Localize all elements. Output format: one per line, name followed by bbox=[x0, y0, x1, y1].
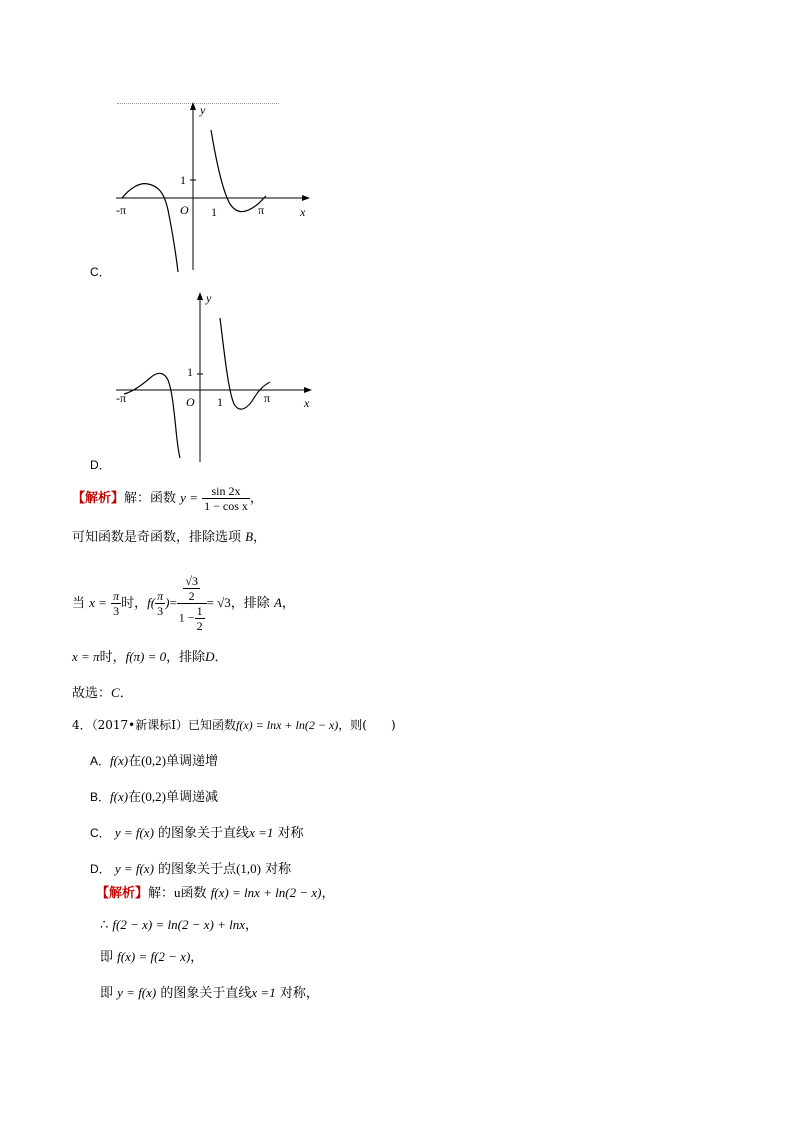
q4-option-d[interactable] bbox=[90, 860, 291, 879]
graph-d-x-arrow bbox=[304, 387, 312, 393]
sol3-line3-res: = √3 bbox=[206, 595, 231, 610]
sol3-line3-pi-frac bbox=[111, 589, 121, 618]
sol3-tail: ， bbox=[249, 491, 263, 506]
sol4-l1-a: 解： bbox=[148, 886, 175, 901]
sol3-line3-inner-num bbox=[183, 574, 200, 603]
option-c-label: C． bbox=[90, 265, 111, 279]
sol4-l3-end: ， bbox=[190, 950, 204, 965]
sol3-line3-big-num bbox=[177, 574, 207, 604]
sol4-l4-a: 即 bbox=[100, 986, 114, 1001]
graph-d-label-x: x bbox=[304, 396, 310, 410]
graph-d-label-one-x: 1 bbox=[217, 395, 223, 409]
graph-d-label-one-y: 1 bbox=[187, 365, 193, 379]
q4-b-label: B． bbox=[90, 790, 111, 804]
graph-d-svg bbox=[110, 290, 320, 465]
sol3-line5: 故选： bbox=[72, 686, 112, 701]
sol3-line4-shi: 时， bbox=[99, 650, 126, 665]
sol3-line3-pi-2: π bbox=[157, 589, 164, 603]
q4-c-text: 的图象关于直线 bbox=[158, 826, 250, 841]
q4-a-text: 单调递增 bbox=[166, 754, 219, 769]
q4-d-f: y = f(x) bbox=[114, 861, 154, 876]
sol3-line3-half-d: 2 bbox=[196, 619, 203, 633]
graph-c-svg bbox=[110, 100, 320, 275]
sol3-tag: 【解析】 bbox=[72, 491, 125, 506]
q4-option-b[interactable] bbox=[90, 788, 218, 807]
sol3-line3-big-den bbox=[177, 604, 207, 633]
sol4-l1-end: ， bbox=[321, 886, 335, 901]
sol3-line4-f: f(π) = 0 bbox=[125, 649, 167, 664]
sol4-l2-f: f(2 − x) = ln(2 − x) + lnx bbox=[112, 917, 245, 932]
sol3-line4-end2: ． bbox=[214, 650, 228, 665]
q4-a-mid: 在 bbox=[128, 754, 142, 769]
q4-a-label: A． bbox=[90, 754, 111, 768]
sol3-intro: 解：函数 bbox=[124, 491, 177, 506]
sol4-l1-f: f(x) = lnx + ln(2 − x) bbox=[210, 885, 322, 900]
graph-c-label-one-y: 1 bbox=[180, 173, 186, 187]
graph-d-label-origin: O bbox=[186, 395, 195, 409]
sol4-line-1 bbox=[96, 884, 334, 903]
q4-d-end: 对称 bbox=[265, 862, 292, 877]
q4-option-c[interactable] bbox=[90, 824, 304, 843]
graph-c-curve-right bbox=[211, 130, 266, 212]
sol3-line3-1m: 1 − bbox=[178, 610, 195, 625]
sol3-line3-half bbox=[195, 604, 205, 633]
sol3-line3-sqrt3: √3 bbox=[185, 574, 198, 588]
sol3-line3-a: 当 bbox=[72, 596, 86, 611]
option-d-label: D． bbox=[90, 458, 111, 472]
sol3-line2-text: 可知函数是奇函数，排除选项 bbox=[72, 530, 242, 545]
graph-option-c bbox=[110, 100, 320, 275]
sol3-line4-D: D bbox=[205, 649, 215, 664]
q4-stem bbox=[72, 716, 396, 734]
q4-c-line: x =1 bbox=[249, 825, 274, 840]
sol4-tag: 【解析】 bbox=[96, 886, 149, 901]
graph-c-label-x: x bbox=[300, 205, 306, 219]
q4-b-int: (0,2) bbox=[141, 789, 166, 804]
sol3-line3-two: 2 bbox=[188, 589, 195, 603]
sol3-line3-eq: = bbox=[169, 595, 177, 610]
sol3-line3-end: ，排除 bbox=[230, 596, 270, 611]
q4-d-pt: (1,0) bbox=[236, 861, 261, 876]
q4-b-f: f(x) bbox=[110, 789, 129, 804]
q4-stem-f: f(x) = lnx + ln(2 − x) bbox=[236, 718, 339, 732]
sol4-line-4 bbox=[100, 984, 319, 1003]
sol3-line3-A: A bbox=[273, 595, 282, 610]
graph-c-x-arrow bbox=[302, 195, 310, 201]
sol3-line3-f-close: ) bbox=[165, 595, 170, 610]
sol3-line3-x: x = bbox=[89, 595, 107, 610]
sol4-line-3 bbox=[100, 948, 203, 967]
graph-d-y-arrow bbox=[197, 292, 203, 300]
sol4-l4-b: 的图象关于直线 bbox=[160, 986, 252, 1001]
graph-d-curve-left bbox=[124, 373, 180, 458]
graph-c-label-origin: O bbox=[180, 203, 189, 217]
graph-c-label-y: y bbox=[200, 103, 206, 117]
graph-c-label-one-x: 1 bbox=[211, 205, 217, 219]
q4-a-int: (0,2) bbox=[141, 753, 166, 768]
sol3-line5-end: ． bbox=[119, 686, 133, 701]
graph-option-d bbox=[110, 290, 320, 465]
sol3-fraction bbox=[202, 484, 250, 513]
sol4-l4-x: x =1 bbox=[251, 985, 276, 1000]
graph-c-curve-left bbox=[122, 184, 178, 272]
q4-d-text: 的图象关于点 bbox=[158, 862, 237, 877]
sol3-line-3 bbox=[72, 574, 295, 633]
sol3-line3-shi: 时， bbox=[121, 596, 148, 611]
q4-b-text: 单调递减 bbox=[166, 790, 219, 805]
q4-stem-a: 4．（2017•新课标Ⅰ）已知函数 bbox=[72, 718, 236, 732]
q4-d-label: D． bbox=[90, 862, 111, 876]
sol3-line3-three: 3 bbox=[113, 604, 120, 618]
q4-b-mid: 在 bbox=[128, 790, 142, 805]
q4-c-label: C． bbox=[90, 826, 111, 840]
q4-c-end: 对称 bbox=[277, 826, 304, 841]
sol4-l1-u: u bbox=[174, 885, 181, 900]
graph-d-label-neg-pi: -π bbox=[116, 391, 127, 405]
graph-c-y-arrow bbox=[190, 102, 196, 110]
sol3-line4-end: ，排除 bbox=[166, 650, 206, 665]
sol3-line2-end: ， bbox=[253, 530, 267, 545]
sol3-line3-half-n: 1 bbox=[196, 604, 203, 618]
sol3-line2-b: B bbox=[245, 529, 254, 544]
graph-d-curve-right bbox=[220, 318, 270, 409]
graph-c-label-pi: π bbox=[258, 203, 265, 217]
graph-c-label-neg-pi: -π bbox=[116, 203, 127, 217]
sol3-line5-C: C bbox=[111, 685, 120, 700]
sol3-line3-end2: ， bbox=[281, 596, 295, 611]
sol3-line3-big-frac bbox=[177, 574, 207, 633]
sol4-l2-end: ， bbox=[244, 918, 258, 933]
sol3-line-2 bbox=[72, 528, 266, 547]
q4-stem-b: ，则( ) bbox=[338, 718, 396, 732]
sol4-l4-f: y = f(x) bbox=[117, 985, 157, 1000]
sol3-line-5 bbox=[72, 684, 133, 703]
sol4-l4-end: 对称， bbox=[279, 986, 319, 1001]
sol4-line-2 bbox=[100, 916, 258, 935]
sol3-line4-x: x = π bbox=[72, 649, 100, 664]
sol3-line-4 bbox=[72, 648, 228, 667]
graph-d-label-y: y bbox=[206, 291, 212, 305]
sol3-y-eq: y = bbox=[180, 490, 198, 505]
sol4-l1-b: 函数 bbox=[180, 886, 207, 901]
sol3-frac-num: sin 2x bbox=[202, 484, 250, 499]
q4-a-f: f(x) bbox=[110, 753, 129, 768]
sol3-line3-pi-frac-2 bbox=[155, 589, 165, 618]
sol3-frac-den: 1 − cos x bbox=[204, 499, 248, 513]
sol3-line-1 bbox=[72, 484, 263, 513]
sol4-l3-f: f(x) = f(2 − x) bbox=[117, 949, 191, 964]
q4-c-f: y = f(x) bbox=[114, 825, 154, 840]
sol3-line3-f: f( bbox=[147, 595, 156, 610]
graph-d-label-pi: π bbox=[264, 391, 271, 405]
sol4-l3-a: 即 bbox=[100, 950, 114, 965]
q4-option-a[interactable] bbox=[90, 752, 218, 771]
sol4-l2-therefore: ∴ bbox=[100, 917, 109, 932]
sol3-line3-three-2: 3 bbox=[157, 604, 164, 618]
sol3-line3-pi: π bbox=[113, 589, 120, 603]
